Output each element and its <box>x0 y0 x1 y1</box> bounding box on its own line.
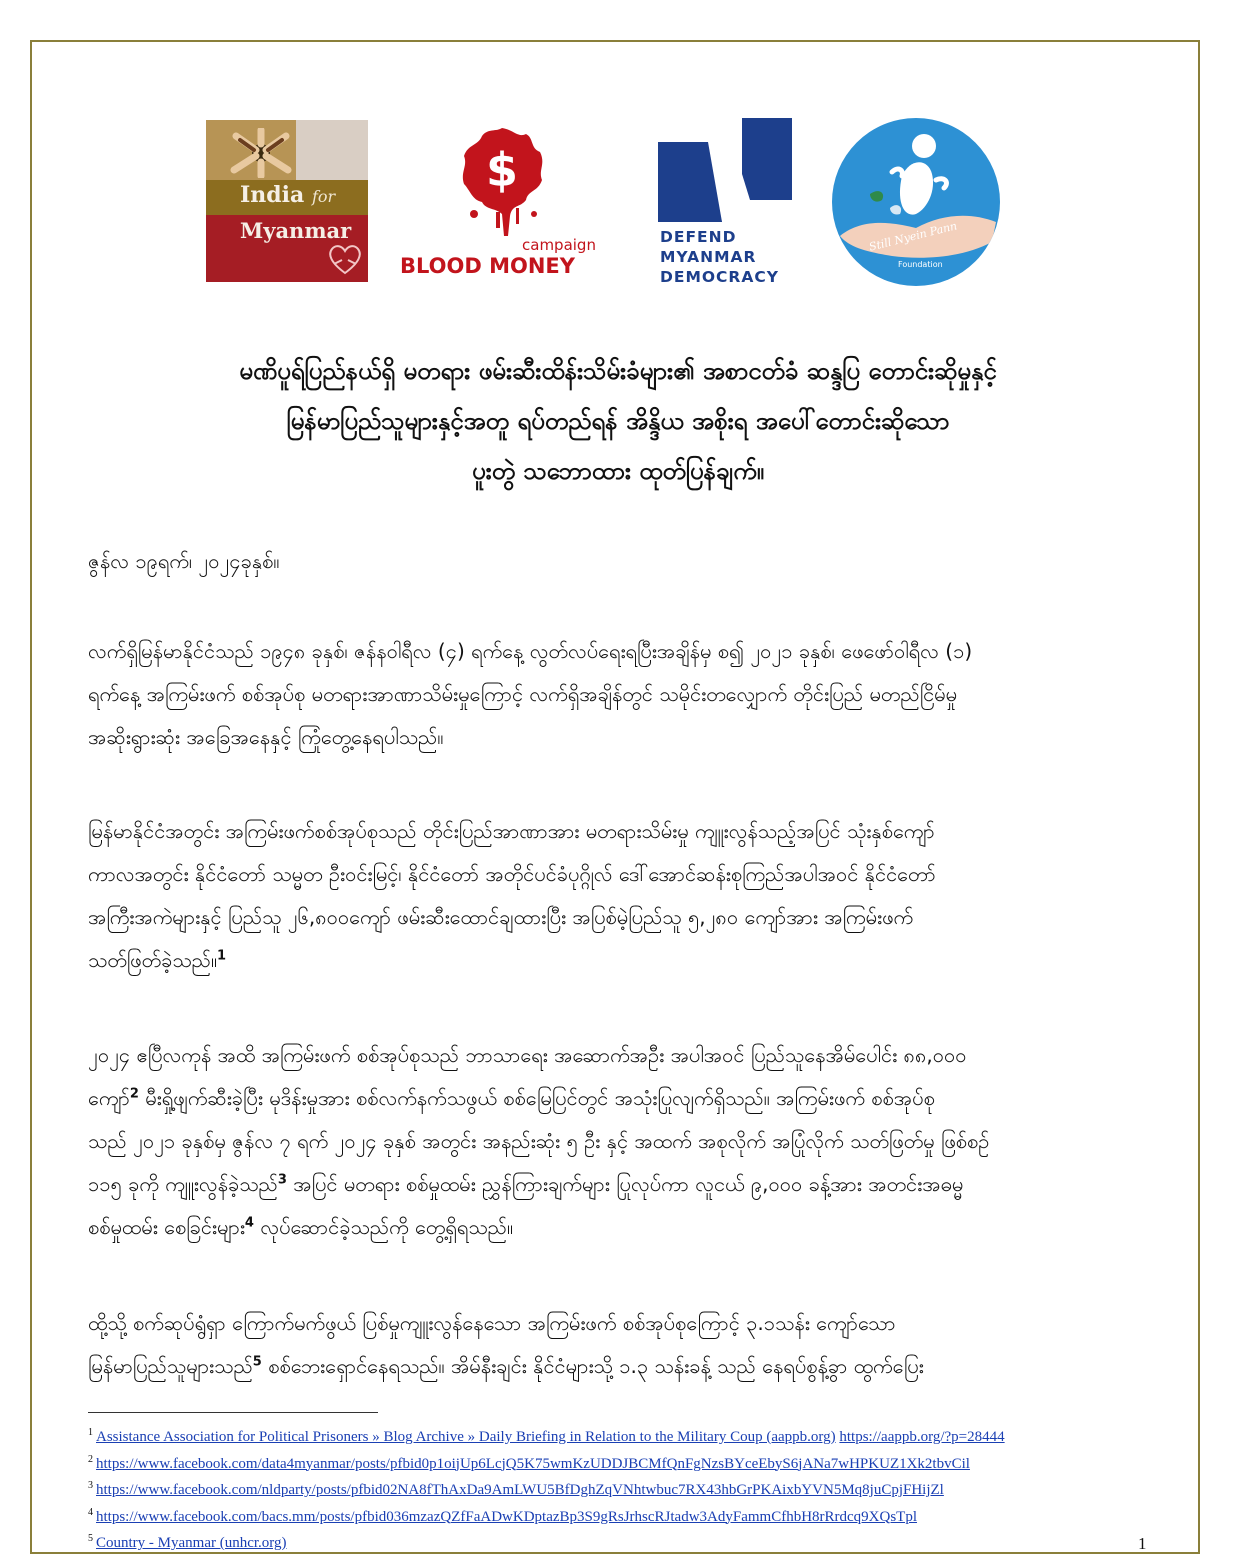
svg-text:$: $ <box>485 143 519 197</box>
p3-line-4b: အပြင် မတရား စစ်မှုထမ်း ညွှန်ကြားချက်များ ပြုလုပ်ကာ လူငယ် ၉,၀၀၀ ခန့်အား အတင်းအဓမ္မ <box>293 1172 964 1196</box>
p3-line-5b: လုပ်ဆောင်ခဲ့သည်ကို တွေ့ရှိရသည်။ <box>260 1215 514 1239</box>
paragraph-2 <box>88 810 1148 982</box>
still-nyein-pann-logo <box>832 118 1000 286</box>
footnote-ref-3[interactable]: 3 <box>277 1172 287 1188</box>
india-logo-for: for <box>311 187 336 206</box>
india-logo-text: India <box>240 182 305 208</box>
logo-row <box>0 110 1236 290</box>
p3-line-3: သည် ၂၀၂၁ ခုနှစ်မှ ဇွန်လ ၇ ရက် ၂၀၂၄ ခုနှစ် အတွင်း အနည်းဆုံး ၅ ဦး နှင့် အထက် အစုလိုက် အပြုံလိုက် သတ်ဖြတ်မှု ဖြစ်စဉ် <box>88 1129 990 1153</box>
defend-myanmar-democracy-logo <box>658 118 794 286</box>
india-logo-myanmar: Myanmar <box>240 218 352 243</box>
india-for-myanmar-logo <box>206 120 368 282</box>
dmd-line-3: DEMOCRACY <box>660 268 779 286</box>
page-number: 1 <box>1138 1534 1147 1553</box>
dmd-line-1: DEFEND <box>660 228 737 246</box>
hands-icon <box>226 128 296 178</box>
still-nyein-pann-name: Still Nyein Pann <box>867 219 959 254</box>
paragraph-3 <box>88 1034 1148 1249</box>
p2-line-4: သတ်ဖြတ်ခဲ့သည်။ <box>88 948 218 972</box>
p3-line-2a: ကျော် <box>88 1086 130 1110</box>
statement-title <box>90 346 1146 496</box>
blood-money-title: BLOOD MONEY <box>400 254 575 278</box>
footnote-1-url[interactable]: https://aappb.org/?p=28444 <box>839 1429 1005 1445</box>
p3-line-4a: ၁၁၅ ခုကို ကျူးလွန်ခဲ့သည် <box>88 1172 278 1196</box>
footnote-4-link[interactable]: https://www.facebook.com/bacs.mm/posts/pfbid036mzazQZfFaADwKDptazBp3S9gRsJrhscRJtadw3AdyFammCfhbH8rRrdcq9XQsTpl <box>96 1508 918 1525</box>
p3-line-5a: စစ်မှုထမ်း စေခြင်းများ <box>88 1215 245 1239</box>
footnote-ref-1[interactable]: 1 <box>217 948 227 964</box>
footnote-5 <box>88 1528 1148 1555</box>
statement-date: ဇွန်လ ၁၉ရက်၊ ၂၀၂၄ခုနှစ်။ <box>88 549 280 573</box>
p3-line-2b: မီးရှို့ဖျက်ဆီးခဲ့ပြီး မုဒိန်းမှုအား စစ်လက်နက်သဖွယ် စစ်မြေပြင်တွင် အသုံးပြုလျက်ရှိသည်။ အကြမ်းဖက် စစ်အုပ်စု <box>145 1086 935 1110</box>
title-line-1: မဏိပူရ်ပြည်နယ်ရှိ မတရား ဖမ်းဆီးထိန်းသိမ်းခံများ၏ အစာငတ်ခံ ဆန္ဒပြ တောင်းဆိုမှုနှင့် <box>239 357 997 385</box>
still-nyein-pann-foundation: Foundation <box>898 260 943 269</box>
footnote-2-link[interactable]: https://www.facebook.com/data4myanmar/posts/pfbid0p1oijUp6LcjQ5K75wmKzUDDJBCMfQnFgNzsBYceEbyS6jANa7wHPKUZ1Xk2tbvCil <box>96 1455 970 1472</box>
footnote-5-link[interactable]: Country - Myanmar (unhcr.org) <box>96 1535 287 1551</box>
paragraph-4 <box>88 1302 1148 1388</box>
blood-splatter-dollar-icon <box>456 124 548 242</box>
title-line-3: ပူးတွဲ သဘောထား ထုတ်ပြန်ချက်။ <box>471 457 765 485</box>
paragraph-1 <box>88 630 1148 759</box>
p4-line-1: ထို့သို့ စက်ဆုပ်ရွံရှာ ကြောက်မက်ဖွယ် ပြစ်မှုကျူးလွန်နေသော အကြမ်းဖက် စစ်အုပ်စုကြောင့် ၃.၁သန်း ကျော်သော <box>88 1311 896 1335</box>
p2-line-2: ကာလအတွင်း နိုင်ငံတော် သမ္မတ ဦးဝင်းမြင့်၊ နိုင်ငံတော် အတိုင်ပင်ခံပုဂ္ဂိုလ် ဒေါ်အောင်ဆန်းစုကြည်အပါအဝင် နိုင်ငံတော် <box>88 862 936 886</box>
blood-money-campaign: campaign <box>522 236 596 254</box>
p4-line-2a: မြန်မာပြည်သူများသည် <box>88 1354 253 1378</box>
title-line-2: မြန်မာပြည်သူများနှင့်အတူ ရပ်တည်ရန် အိန္ဒိယ အစိုးရ အပေါ်တောင်းဆိုသော <box>286 407 950 435</box>
footnote-1-number: 1 <box>88 1427 93 1438</box>
footnote-1-link[interactable]: Assistance Association for Political Prisoners » Blog Archive » Daily Briefing in Relation to the Military Coup (aappb.org) <box>96 1429 836 1445</box>
footnote-4-number: 4 <box>88 1506 93 1518</box>
dmd-line-2: MYANMAR <box>660 248 757 266</box>
footnote-2 <box>88 1449 1148 1476</box>
footnote-ref-5[interactable]: 5 <box>252 1354 262 1370</box>
p1-line-2: ရက်နေ့ အကြမ်းဖက် စစ်အုပ်စု မတရားအာဏာသိမ်းမှုကြောင့် လက်ရှိအချိန်တွင် သမိုင်းတလျှောက် တိုင်းပြည် မတည်ငြိမ်မှု <box>88 682 958 706</box>
p3-line-1: ၂၀၂၄ ဧပြီလကုန် အထိ အကြမ်းဖက် စစ်အုပ်စုသည် ဘာသာရေး အဆောက်အဦး အပါအဝင် ပြည်သူနေအိမ်ပေါင်း ၈၈,၀၀၀ <box>88 1043 967 1067</box>
p2-line-1: မြန်မာနိုင်ငံအတွင်း အကြမ်းဖက်စစ်အုပ်စုသည် တိုင်းပြည်အာဏာအား မတရားသိမ်းမှု ကျူးလွန်သည့်အပြင် သုံးနှစ်ကျော် <box>88 819 935 843</box>
p4-line-2b: စစ်ဘေးရှောင်နေရသည်။ အိမ်နီးချင်း နိုင်ငံများသို့ ၁.၃ သန်းခန့် သည် နေရပ်စွန့်ခွာ ထွက်ပြေး <box>268 1354 924 1378</box>
footnote-1 <box>88 1422 1148 1449</box>
footnote-ref-4[interactable]: 4 <box>244 1215 254 1231</box>
footnote-2-number: 2 <box>88 1453 93 1465</box>
footnotes <box>88 1422 1148 1555</box>
footnote-ref-2[interactable]: 2 <box>129 1086 139 1102</box>
p1-line-1: လက်ရှိမြန်မာနိုင်ငံသည် ၁၉၄၈ ခုနှစ်၊ ဇန်နဝါရီလ (၄) ရက်နေ့ လွတ်လပ်ရေးရပြီးအချိန်မှ စ၍ ၂၀၂၁ ခုနှစ်၊ ဖေဖော်ဝါရီလ (၁) <box>88 639 973 663</box>
footnote-3-link[interactable]: https://www.facebook.com/nldparty/posts/pfbid02NA8fThAxDa9AmLWU5BfDghZqVNhtwbuc7RX43hbGrPKAixbYVN5Mq8juCpjFHijZl <box>96 1482 944 1498</box>
footnote-separator <box>88 1412 378 1413</box>
p1-line-3: အဆိုးရွားဆုံး အခြေအနေနှင့် ကြုံတွေ့နေရပါသည်။ <box>88 725 444 749</box>
footnote-5-number: 5 <box>88 1533 93 1544</box>
footnote-3-number: 3 <box>88 1480 93 1491</box>
footnote-4 <box>88 1502 1148 1529</box>
heart-hands-icon <box>326 242 364 276</box>
dmd-emblem-icon <box>658 118 792 222</box>
p2-line-3: အကြီးအကဲများနှင့် ပြည်သူ ၂၆,၈၀၀ကျော် ဖမ်းဆီးထောင်ချထားပြီး အပြစ်မဲ့ပြည်သူ ၅,၂၈၀ ကျော်အား အကြမ်းဖက် <box>88 905 914 929</box>
footnote-3 <box>88 1475 1148 1502</box>
blood-money-logo <box>400 124 600 280</box>
